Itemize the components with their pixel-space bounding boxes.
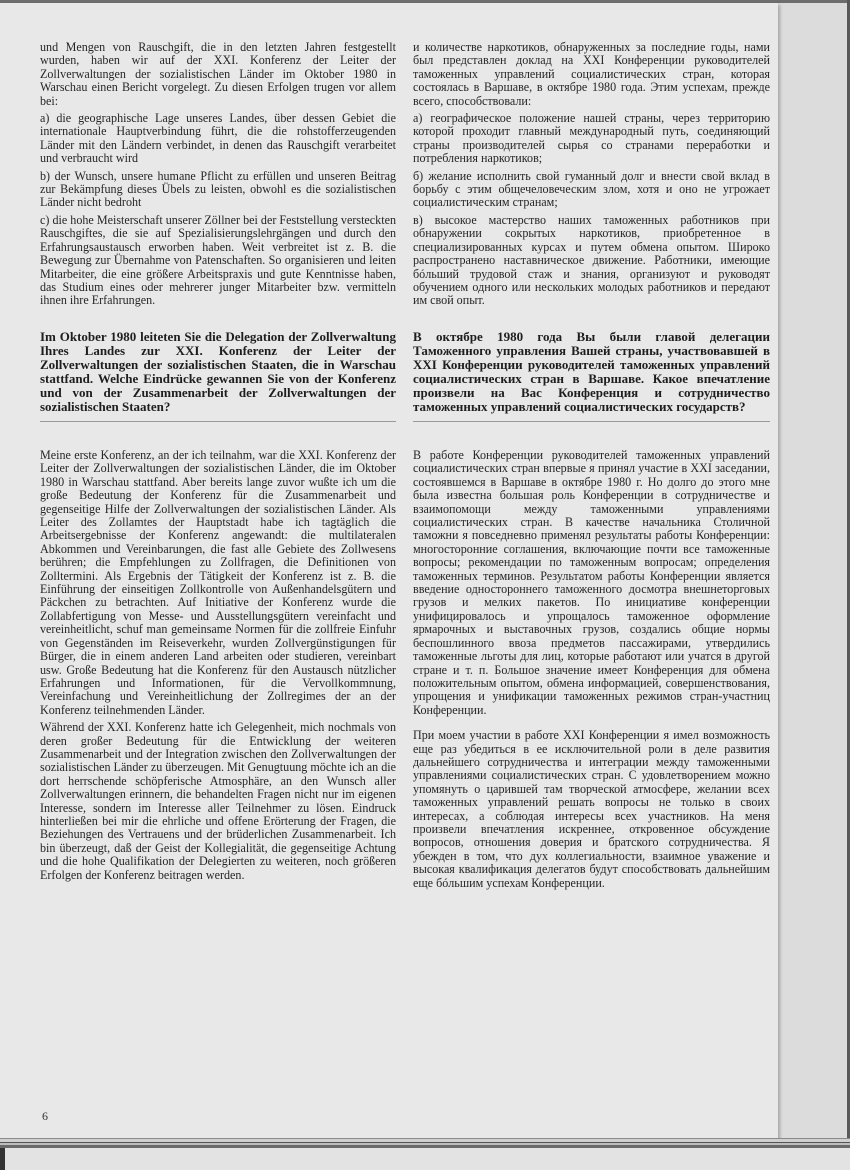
russian-point-b: б) желание исполнить свой гуманный долг и внести свой вклад в борьбу с этим общечеловеческим злом, хотя и оно не угрожает социалистическим странам; [413,168,770,210]
german-question-block [40,330,396,428]
german-answer-block [40,449,396,886]
german-intro-paragraph: und Mengen von Rauschgift, die in den letzten Jahren festgestellt wurden, haben wir auf der XXI. Konferenz der Leiter der Zollverwaltungen der sozialistischen Länder im Oktober 1980 in Warschau einen Bericht vorgelegt. Zu diesen Erfolgen trugen vor allem bei: [40,40,396,108]
german-interview-question: Im Oktober 1980 leiteten Sie die Delegation der Zollverwaltung Ihres Landes zur XXI. Konferenz der Leiter der Zollverwaltungen der sozialistischen Staaten, die in Warschau stattfand. Welche Eindrücke gewannen Sie von der Konferenz und von der Zusammenarbeit der Zollverwaltungen der sozialistischen Staaten? [40,329,396,415]
russian-intro-paragraph: и количестве наркотиков, обнаруженных за последние годы, нами был представлен доклад на XXI Конференции руководителей таможенных управлений социалистических стран, которая состоялась в Варшаве, в октябре 1980 года. Этим успехам, прежде всего, способствовали: [413,40,770,108]
scan-bottom-corner [0,1148,5,1170]
german-answer-paragraph-1: Meine erste Konferenz, an der ich teilnahm, war die XXI. Konferenz der Leiter der Zollverwaltungen der sozialistischen Länder, die im Oktober 1980 in Warschau stattfand. Aber bereits lange zuvor wußte ich um die große Bedeutung der Konferenz für die Zusammenarbeit und gegenseitige Hilfe der Zollverwaltungen der sozialistischen Länder. Als Leiter des Zollamtes der Hauptstadt habe ich tagtäglich die Arbeitsergebnisse der Konferenz angewandt: die multilateralen Abkommen und Vereinbarungen, die fast alle Gebiete des Zollwesens berühren; die Empfehlungen zu Zollfragen, die Definitionen von Zolltermini. Als Ergebnis der Tätigkeit der Konferenz ist z. B. die Einführung der einseitigen Zollkontrolle von Außenhandelsgütern und Päckchen zu betrachten. Auf Initiative der Konferenz wurde die Zollabfertigung von Messe- und Ausstellungsgütern vereinfacht und vereinheitlicht, schuf man gemeinsame Normen für die zollfreie Einfuhr von Gegenständen im Reiseverkehr, wurden Zollvergünstigungen für Bürger, die in einem anderen Land arbeiten oder studieren, vereinbart usw. Große Bedeutung hat die Konferenz für den Austausch nützlicher Erfahrungen und Informationen, für die Vervollkommnung, Vereinfachung und Vereinheitlichung der Zollregimes der an der Konferenz teilnehmenden Länder. [40,448,396,717]
russian-point-c: в) высокое мастерство наших таможенных работников при обнаружении сокрытых наркотиков, приобретенное в специализированных курсах и путем обмена опытом. Широко распространено наставническое движение. Работники, имеющие бóльший трудовой стаж и знания, организуют и руководят обучением одного или нескольких молодых работников и передают им свой опыт. [413,212,770,308]
german-point-a: a) die geographische Lage unseres Landes, über dessen Gebiet die internationale Hauptverbindung führt, die die rohstofferzeugenden Länder mit den Ländern verbindet, in denen das Rauschgift verarbeitet und verbraucht wird [40,111,396,166]
document-page [0,3,778,1143]
page-number: 6 [42,1109,48,1123]
german-point-c: c) die hohe Meisterschaft unserer Zöllner bei der Feststellung versteckten Rauschgiftes, die sie auf Spezialisierungslehrgängen und durch den Erfahrungsaustausch erworben haben. Weit verbreitet ist z. B. die Bewegung zur Übernahme von Patenschaften. So organisieren und leiten Mitarbeiter, die eine größere Arbeitspraxis und gute Kenntnisse haben, das Studium eines oder mehrerer junger Mitarbeiter bzw. vermitteln ihnen ihre Erfahrungen. [40,212,396,308]
russian-question-block [413,330,770,428]
russian-point-a: а) географическое положение нашей страны, через территорию которой проходит главный международный путь, соединяющий страны производителей сырья со странами переработки и потребления наркотиков; [413,111,770,166]
russian-answer-paragraph-1: В работе Конференции руководителей таможенных управлений социалистических стран впервые я принял участие в XXI заседании, состоявшемся в Варшаве в октябре 1980 г. Но долго до этого мне была известна большая роль Конференции в сотрудничестве и взаимопомощи между таможенными управлениями социалистических стран. В качестве начальника Столичной таможни я повседневно применял результаты работы Конференции: многосторонние соглашения, включающие почти все таможенные вопросы; рекомендации по таможенным вопросам; определения таможенных терминов. Результатом работы Конференции является введение одностороннего таможенного досмотра внешнеторговых грузов и мелких пакетов. По инициативе конференции унифицировалось и упрощалось таможенное оформление ярмарочных и выставочных грузов, создались общие нормы беспошлинного ввоза предметов пассажирами, утвердились таможенные льготы для лиц, которые работают или учатся в другой стране и т. п. Большое значение имеет Конференция для обмена положительным опытом, обмена информацией, совершенствования, упрощения и унификации таможенных режимов стран-участниц Конференции. [413,448,770,717]
german-answer-paragraph-2: Während der XXI. Konferenz hatte ich Gelegenheit, mich nochmals von deren großer Bedeutung für die Entwicklung der weiteren Zusammenarbeit und der Integration zwischen den Zollverwaltungen der sozialistischen Länder zu überzeugen. Mit Genugtuung möchte ich an die dort herrschende schöpferische Atmosphäre, an den Wunsch aller Zollverwaltungen erinnern, die behandelten Fragen nicht nur im eigenen Interesse, sondern im Interesse aller Teilnehmer zu lösen. Eindruck hinterließen bei mir die ehrliche und offene Erörterung der Fragen, die Beziehungen des Vertrauens und der brüderlichen Zusammenarbeit. Ich bin überzeugt, daß der Geist der Kollegialität, die gegenseitige Achtung und die hohe Qualifikation der Delegierten zu weiteren, noch größeren Erfolgen der Konferenz beitragen werden. [40,720,396,882]
russian-question-divider [413,421,770,422]
scan-bottom-strip [0,1148,850,1170]
russian-column [413,40,770,890]
russian-answer-paragraph-2: При моем участии в работе XXI Конференции я имел возможность еще раз убедиться в ее исключительной роли в деле развития дальнейшего сотрудничества и интеграции между таможенными управлениями социалистических стран. С удовлетворением можно упомянуть о царившей там творческой атмосфере, желании всех таможенных управлений решать вопросы не только в своих интересах, а соблюдая интересы всех участников. На меня произвели впечатления искреннее, откровенное обсуждение вопросов, отношения доверия и братского сотрудничества. Я убежден в том, что дух коллегиальности, взаимное уважение и высокая квалификация делегатов будут способствовать дальнейшим еще бóльшим успехам Конференции. [413,728,770,890]
russian-interview-question: В октябре 1980 года Вы были главой делегации Таможенного управления Вашей страны, участвовавшей в XXI Конференции руководителей таможенных управлений социалистических стран в Варшаве. Какое впечатление произвели на Вас Конференция и сотрудничество таможенных управлений социалистических государств? [413,329,770,415]
german-point-b: b) der Wunsch, unsere humane Pflicht zu erfüllen und unseren Beitrag zur Bekämpfung dieses Übels zu leisten, obwohl es die sozialistischen Länder nicht bedroht [40,168,396,210]
russian-answer-block [413,449,770,894]
german-question-divider [40,421,396,422]
german-column [40,40,396,882]
scan-bottom-edge [0,1138,850,1148]
